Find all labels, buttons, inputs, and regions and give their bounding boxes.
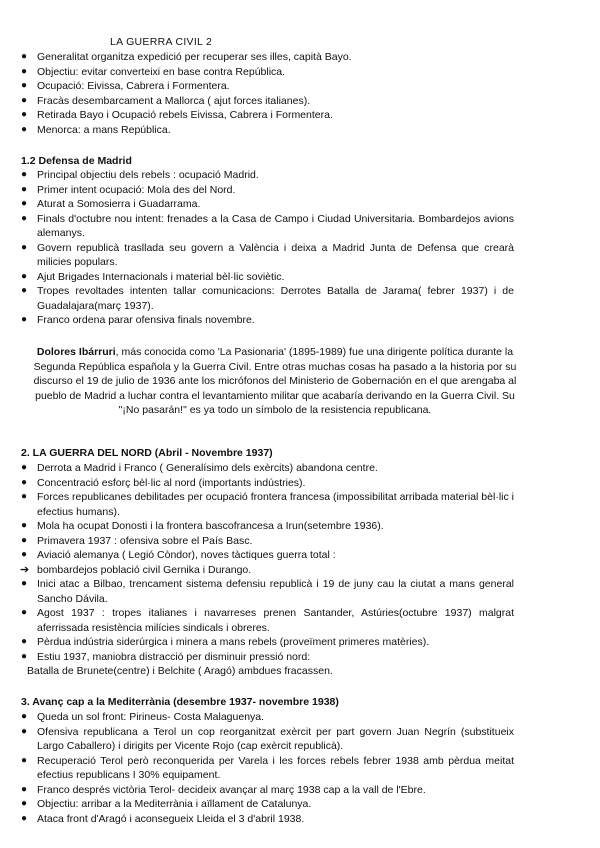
list-item: ● Concentració esforç bèl·lic al nord (importants indústries).	[21, 476, 306, 489]
list-item: ● Menorca: a mans República.	[21, 123, 171, 136]
bullet-icon: ●	[21, 51, 28, 62]
list-item: ● Principal objectiu dels rebels : ocupació Madrid.	[21, 169, 259, 181]
list-item: ● Ajut Brigades Internacionals i material bèl·lic soviètic.	[21, 270, 285, 283]
list-item: ● Objectiu: arribar a la Mediterrània i aïllament de Catalunya.	[21, 798, 312, 810]
bullet-icon: ●	[21, 549, 28, 560]
list-item: ● Inici atac a Bilbao, trencament sistema defensiu republicà i 19 de juny cau la ciutat a mans general Sancho Dávila.	[21, 578, 514, 605]
bullet-icon: ●	[21, 183, 28, 195]
bullet-icon: ●	[21, 754, 28, 766]
bullet-icon: ●	[21, 476, 28, 488]
bullet-icon: ●	[21, 534, 28, 546]
nord-list	[0, 461, 600, 679]
bullet-icon: ●	[21, 123, 28, 135]
arrow-icon: ➔	[20, 563, 30, 576]
madrid-list	[0, 168, 600, 328]
list-item: ● Mola ha ocupat Donosti i la frontera bascofrancesa a Irun(setembre 1936).	[21, 520, 384, 532]
bullet-icon: ●	[21, 725, 28, 737]
bullet-icon: ●	[21, 520, 28, 531]
list-item: ➔ bombardejos població civil Gernika i Durango.	[20, 563, 252, 576]
bullet-icon: ●	[21, 711, 28, 722]
list-item: ● Recuperació Terol però reconquerida per Varela i les forces rebels febrer 1938 amb pèrdua meitat efectius republicans I 30% equipament.	[21, 754, 514, 781]
section-heading-madrid: 1.2 Defensa de Madrid	[21, 155, 132, 167]
bullet-icon: ●	[21, 109, 28, 120]
list-item: ● Primer intent ocupació: Mola des del Nord.	[21, 183, 236, 196]
list-item: ● Ocupació: Eivissa, Cabrera i Formentera.	[21, 80, 230, 92]
bullet-icon: ●	[21, 65, 28, 77]
quote-text: , más conocida como 'La Pasionaria' (1895-1989) fue una dirigente política durante la Segunda República española y la Guerra Civil. Entre otras muchas cosas ha pasado a la historia por su discurso el 19 de julio de 1936 ante los micrófonos del Ministerio de Gobernación en el que arengaba al pueblo de Madrid a luchar contra el levantamiento militar que acabaría derivando en la Guerra Civil. Su "¡No pasarán!" es ya todo un símbolo de la resistencia republicana.	[33, 346, 517, 416]
mediterrania-list	[0, 710, 600, 826]
bullet-icon: ●	[21, 198, 28, 209]
bullet-icon: ●	[21, 212, 28, 224]
bullet-icon: ●	[21, 80, 28, 91]
intro-list	[0, 50, 600, 137]
list-item: ● Primavera 1937 : ofensiva sobre el País Basc.	[21, 534, 253, 547]
list-item: ● Tropes revoltades intenten tallar comunicacions: Derrotes Batalla de Jarama( febrer 1937) i de Guadalajara(març 1937).	[21, 285, 514, 312]
list-item: ● Derrota a Madrid i Franco ( Generalísimo dels exèrcits) abandona centre.	[21, 462, 378, 474]
list-item: ● Generalitat organitza expedició per recuperar ses illes, capità Bayo.	[21, 51, 352, 63]
list-item: ● Agost 1937 : tropes italianes i navarreses prenen Santander, Astúries(octubre 1937) malgrat aferrissada resistència milícies sindicals i obreres.	[21, 607, 514, 634]
list-item: ● Fracàs desembarcament a Mallorca ( ajut forces italianes).	[21, 94, 311, 107]
bullet-icon: ●	[21, 636, 28, 647]
list-item: ● Govern republicà trasllada seu govern a València i deixa a Madrid Junta de Defensa que crearà milicies populars.	[21, 241, 514, 268]
list-item: ● Franco després victòria Terol- decideix avançar al març 1938 cap a la vall de l'Ebre.	[21, 783, 426, 796]
section-heading-nord: 2. LA GUERRA DEL NORD (Abril - Novembre 1937)	[21, 447, 273, 459]
bullet-icon: ●	[21, 650, 28, 662]
bullet-icon: ●	[21, 607, 28, 618]
bullet-icon: ●	[21, 798, 28, 809]
bullet-icon: ●	[21, 812, 28, 824]
bullet-icon: ●	[21, 169, 28, 180]
list-item: ● Aturat a Somosierra i Guadarrama.	[21, 198, 201, 210]
list-item: ● Pèrdua indústria siderúrgica i minera a mans rebels (proveïment primeres matèries).	[21, 636, 430, 648]
bullet-icon: ●	[21, 578, 28, 589]
list-item: ● Ofensiva republicana a Terol un cop reorganitzat exèrcit per part govern Juan Negrín (substitueix Largo Caballero) i dirigits per Vicente Rojo (cap exèrcit republicà).	[21, 725, 514, 752]
bullet-icon: ●	[21, 270, 28, 282]
list-item: ● Forces republicanes debilitades per ocupació frontera francesa (impossibilitat arribada material bèl·lic i efectius humans).	[21, 491, 514, 518]
list-item: ● Finals d'octubre nou intent: frenades a la Casa de Campo i Ciudad Universitaria. Bombardejos avions alemanys.	[21, 212, 514, 239]
bullet-icon: ●	[21, 285, 28, 296]
list-item: ● Franco ordena parar ofensiva finals novembre.	[21, 314, 255, 326]
list-item: ● Retirada Bayo i Ocupació rebels Eivissa, Cabrera i Formentera.	[21, 109, 333, 121]
bullet-icon: ●	[21, 783, 28, 795]
bullet-icon: ●	[21, 462, 28, 473]
quote-paragraph	[30, 345, 520, 418]
bullet-icon: ●	[21, 94, 28, 106]
section-heading-mediterrania: 3. Avanç cap a la Mediterrània (desembre 1937- novembre 1938)	[21, 696, 339, 708]
bullet-icon: ●	[21, 241, 28, 253]
quote-name: Dolores Ibárruri	[36, 346, 116, 358]
list-item: ● Aviació alemanya ( Legió Còndor), noves tàctiques guerra total :	[21, 549, 336, 561]
bullet-icon: ●	[21, 491, 28, 502]
document-title: LA GUERRA CIVIL 2	[110, 36, 213, 48]
list-item: ● Estiu 1937, maniobra distracció per disminuir pressió nord:	[21, 650, 311, 663]
list-item: ● Queda un sol front: Pirineus- Costa Malaguenya.	[21, 711, 265, 723]
list-item: ● Ataca front d'Aragó i aconsegueix Lleida el 3 d'abril 1938.	[21, 812, 305, 825]
list-item: ● Objectiu: evitar converteixi en base contra República.	[21, 65, 286, 78]
bullet-icon: ●	[21, 314, 28, 325]
list-item-continuation: Batalla de Brunete(centre) i Belchite ( Aragó) ambdues fracassen.	[27, 665, 333, 677]
